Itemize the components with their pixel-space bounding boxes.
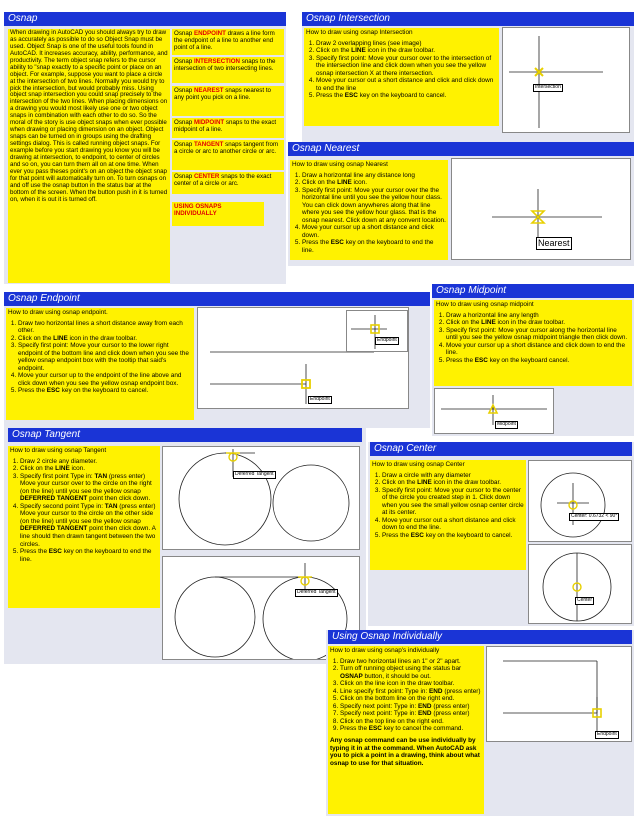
individual-drawing xyxy=(486,646,632,742)
individual-steps xyxy=(330,658,482,733)
step-item: 5. Press the ESC key on the keyboard to cancel. xyxy=(382,532,524,540)
step-item: 3. Specify first point: Move your cursor to the lower right endpoint of the bottom line and click down when you see the yellow osnap endpoint box with the tooltip that said's endpoint. xyxy=(18,342,192,372)
step-item: 4. Specify second point Type in: TAN (press enter) Move your cursor to the circle on the other side (on the line) until you see the yellow osnap DEFERRED TANGENT point then click down. A line should then drawn tangent between the two circles. xyxy=(20,503,158,548)
step-item: 5. Press the ESC key on the keyboard to cancel. xyxy=(316,92,497,100)
individual-title: Using Osnap Individually xyxy=(328,630,632,644)
step-item: 6. Specify next point: Type in: END (press enter) xyxy=(340,703,482,711)
osnap-side-midpoint: Osnap MIDPOINT snaps to the exact midpoint of a line. xyxy=(172,118,284,138)
using-osnaps-label: USING OSNAPS INDIVIDUALLY xyxy=(172,202,264,226)
endpoint-tooltip: Endpoint xyxy=(310,396,330,402)
step-item: 7. Specify next point: Type in: END (press enter) xyxy=(340,710,482,718)
osnap-title: Osnap xyxy=(4,12,286,26)
center-text: How to draw using osnap Center 1. Draw a circle with any diameter 2. Click on the LINE icon in the draw toolbar. 3. Specify first point: Move your cursor to the center of the circle you created step in 1. Click down when you see the small yellow osnap center circle at its center. 4. Move your cursor out a short distance and click down to end the line. 5. Press the ESC key on the keyboard to cancel. xyxy=(370,460,526,570)
step-item: 4. Move your cursor out a short distance and click down to end the line. xyxy=(382,517,524,532)
tangent-text: How to draw using osnap Tangent 1. Draw 2 circle any diameter. 2. Click on the LINE icon. 3. Specify first point Type in: TAN (press enter) Move your cursor over to the circle on the right (on the line) until you see the yellow osnap DEFERRED TANGENT point then click down. 4. Specify second point Type in: TAN (press enter) Move your cursor to the circle on the other side (on the line) until you see the yellow osnap DEFERRED TANGENT point then click down. A line should then drawn tangent between the two circles. 5. Press the ESC key on the keyboard to end the line. xyxy=(8,446,160,608)
nearest-title: Osnap Nearest xyxy=(288,142,634,156)
endpoint-steps xyxy=(8,320,192,395)
tangent-tooltip-2: Deferred Tangent xyxy=(297,589,336,595)
step-item: 1. Draw a horizontal line any length xyxy=(446,312,630,320)
osnap-side-tangent: Osnap TANGENT snaps tangent from a circle or arc to another circle or arc. xyxy=(172,140,284,170)
center-circle-1 xyxy=(529,461,632,542)
endpoint-title: Osnap Endpoint xyxy=(4,292,430,306)
nearest-drawing xyxy=(451,158,631,260)
center-tooltip-1: Center: 0.6732 < 90° xyxy=(571,513,618,519)
step-item: 2. Click on the LINE icon. xyxy=(20,465,158,473)
endpoint-inset xyxy=(346,310,408,352)
nearest-text: How to draw using osnap Nearest 1. Draw a horizontal line any distance long 2. Click on the LINE icon. 3. Specify first point: Move your cursor over the the horizontal line until you see the yellow hour class. You can click down anywheres along that line where you see the yellow hour glass. that is the osnap nearest. Click down at any convent location. 4. Move your cursor up a short distance and click down. 5. Press the ESC key on the keyboard to end the line. xyxy=(290,160,448,260)
tangent-tooltip-1: Deferred Tangent xyxy=(235,471,274,477)
step-item: 3. Specify first point: Move your cursor along the horizontal line until you see the yellow osnap midpoint triangle then click down. xyxy=(446,327,630,342)
step-item: 4. Line specify first point: Type in: END (press enter) xyxy=(340,688,482,696)
osnap-intro: When drawing in AutoCAD you should always try to draw as accurately as possible to do so Object Snap must be used. Object Snap is one of the useful tools found in AutoCAD. It increases accuracy, ability, performance, and productivity. The term object snap refers to the cursor ability to "snap exactly to a specific point or place on an object. For example, suppose you want to place a circle at the intersection of two lines. Normally you would try to pick the intersection, but would probably miss. Using object snap intersection you could snap precisely to the intersection of the two lines. When placing dimensions on a drawing you would most likely use one or two object snaps in combination with each other to do so. So the moral of the story is use object snaps when ever possible when drawing or placing dimension on an object. Object snaps can be turned on in groups using the drafting settings dialog. This is called running object snaps. For example before you start drawing you know you will be drawing at intersection, to endpoint, to center of circles and so on, you can turn them all on at one time. When ever you pass theses point's on an object the object snap for that point will automatically turn on. To turn osnaps on and off use the osnap button in the status bar at the bottom of the screen. When the button push in it is turned on, when it is out it is turned off. xyxy=(8,29,170,283)
step-item: 5. Press the ESC key on the keyboard to end the line. xyxy=(302,239,446,254)
individual-note: Any osnap command can be use individually by typing it in at the command. When AutoCAD ask you to pick a point in a drawing, think about what osnap to use for that situation. xyxy=(330,737,480,767)
center-drawing-1 xyxy=(528,460,632,542)
intersection-title: Osnap Intersection xyxy=(302,12,634,26)
intersection-drawing xyxy=(502,27,630,133)
osnap-side-intersection: Osnap INTERSECTION snaps to the intersection of two intersecting lines. xyxy=(172,57,284,83)
center-drawing-2 xyxy=(528,544,632,624)
nearest-tooltip: Nearest xyxy=(538,238,570,248)
tangent-steps xyxy=(10,458,158,564)
step-item: 5. Press the ESC key on the keyboard cancel. xyxy=(446,357,630,365)
intersection-lines xyxy=(503,28,630,133)
endpoint-inset-tooltip: Endpoint xyxy=(377,337,397,343)
osnap-side-nearest: Osnap NEAREST snaps nearest to any point you pick on a line. xyxy=(172,86,284,116)
tangent-title: Osnap Tangent xyxy=(8,428,362,442)
osnap-side-endpoint: Osnap ENDPOINT draws a line form the endpoint of a line to another end point of a line. xyxy=(172,29,284,55)
step-item: 4. Move your cursor up to the endpoint of the line above and click down when you see the yellow osnap endpoint box. xyxy=(18,372,192,387)
intersection-text: How to draw using osnap Intersection 1. Draw 2 overlapping lines (see image) 2. Click on the LINE icon in the draw toolbar. 3. Specify first point: Move your cursor over to the intersection of the intersection line and click down when you see the yellow osnap intersection X at there intersection. 4. Move your cursor out a short distance and click and click down to end the line 5. Press the ESC key on the keyboard to cancel. xyxy=(304,28,499,126)
individual-tooltip: Endpoint xyxy=(597,731,617,737)
step-item: 2. Click on the LINE icon in the draw toolbar. xyxy=(382,479,524,487)
step-item: 2. Click on the LINE icon in the draw toolbar. xyxy=(316,47,497,55)
step-item: 1. Draw a circle with any diameter xyxy=(382,472,524,480)
osnap-side-center: Osnap CENTER snaps to the exact center of a circle or arc. xyxy=(172,172,284,194)
intersection-tooltip: Intersection xyxy=(535,84,561,90)
step-item: 2. Click on the LINE icon in the draw toolbar. xyxy=(18,335,192,343)
step-item: 2. Click on the LINE icon. xyxy=(302,179,446,187)
step-item: 1. Draw two horizontal lines a short distance away from each other. xyxy=(18,320,192,335)
tangent-drawing-1 xyxy=(162,446,360,550)
step-item: 9. Press the ESC key to cancel the command. xyxy=(340,725,482,733)
step-item: 5. Press the ESC key on the keyboard to cancel. xyxy=(18,387,192,395)
midpoint-steps xyxy=(436,312,630,365)
midpoint-tooltip: Midpoint xyxy=(497,421,516,427)
nearest-steps xyxy=(292,172,446,255)
center-tooltip-2: Center xyxy=(577,597,593,603)
individual-text: How to draw using osnap's individually 1. Draw two horizontal lines an 1" or 2" apart. 2. Turn off running object using the status bar OSNAP button, it should be out. 3. Click on the line icon in the draw toolbar. 4. Line specify first point: Type in: END (press enter) 5. Click on the bottom line on the right end. 6. Specify next point: Type in: END (press enter) 7. Specify next point: Type in: END (press enter) 8. Click on the top line on the right end. 9. Press the ESC key to cancel the command. Any osnap command can be use individually by typing it in at the command. When AutoCAD ask you to pick a point in a drawing, think about what osnap to use for that situation. xyxy=(328,646,484,814)
step-item: 3. Specify first point: Move your cursor over the the horizontal line until you see the yellow hour class. You can click down anywheres along that line where you see the yellow hour glass. that is the osnap nearest. Click down at any convent location. xyxy=(302,187,446,225)
center-steps xyxy=(372,472,524,540)
step-item: 3. Specify first point: Move your cursor to the center of the circle you created step in 1. Click down when you see the small yellow osnap center circle at its center. xyxy=(382,487,524,517)
step-item: 4. Move your cursor up a short distance and click down to end the line. xyxy=(446,342,630,357)
step-item: 2. Click on the LINE icon in the draw toolbar. xyxy=(446,319,630,327)
midpoint-title: Osnap Midpoint xyxy=(432,284,634,298)
tangent-circles-1 xyxy=(163,447,360,550)
step-item: 2. Turn off running object using the status bar OSNAP button, it should be out. xyxy=(340,665,482,680)
endpoint-inset-lines xyxy=(347,311,408,352)
step-item: 1. Draw 2 overlapping lines (see image) xyxy=(316,40,497,48)
step-item: 4. Move your cursor up a short distance and click down. xyxy=(302,224,446,239)
step-item: 3. Specify first point: Move your cursor over to the intersection of the intersection line and click down when you see the yellow osnap intersection X at there intersection. xyxy=(316,55,497,78)
center-circle-2 xyxy=(529,545,632,624)
midpoint-text: How to draw using osnap midpoint 1. Draw a horizontal line any length 2. Click on the LINE icon in the draw toolbar. 3. Specify first point: Move your cursor along the horizontal line until you see the yellow osnap midpoint triangle then click down. 4. Move your cursor up a short distance and click down to end the line. 5. Press the ESC key on the keyboard cancel. xyxy=(434,300,632,386)
step-item: 3. Click on the line icon in the draw toolbar. xyxy=(340,680,482,688)
step-item: 4. Move your cursor out a short distance and click and click down to end the line xyxy=(316,77,497,92)
midpoint-drawing xyxy=(434,388,554,434)
center-title: Osnap Center xyxy=(370,442,632,456)
step-item: 1. Draw two horizontal lines an 1" or 2" apart. xyxy=(340,658,482,666)
step-item: 1. Draw a horizontal line any distance long xyxy=(302,172,446,180)
intersection-steps xyxy=(306,40,497,100)
step-item: 5. Press the ESC key on the keyboard to end the line. xyxy=(20,548,158,563)
step-item: 3. Specify first point Type in: TAN (press enter) Move your cursor over to the circle on the right (on the line) until you see the yellow osnap DEFERRED TANGENT point then click down. xyxy=(20,473,158,503)
step-item: 1. Draw 2 circle any diameter. xyxy=(20,458,158,466)
endpoint-text: How to draw using osnap endpoint. 1. Draw two horizontal lines a short distance away from each other. 2. Click on the LINE icon in the draw toolbar. 3. Specify first point: Move your cursor to the lower right endpoint of the bottom line and click down when you see the yellow osnap endpoint box with the tooltip that said's endpoint. 4. Move your cursor up to the endpoint of the line above and click down when you see the yellow osnap endpoint box. 5. Press the ESC key on the keyboard to cancel. xyxy=(6,308,194,420)
step-item: 5. Click on the bottom line on the right end. xyxy=(340,695,482,703)
individual-lines xyxy=(487,647,632,742)
step-item: 8. Click on the top line on the right end. xyxy=(340,718,482,726)
